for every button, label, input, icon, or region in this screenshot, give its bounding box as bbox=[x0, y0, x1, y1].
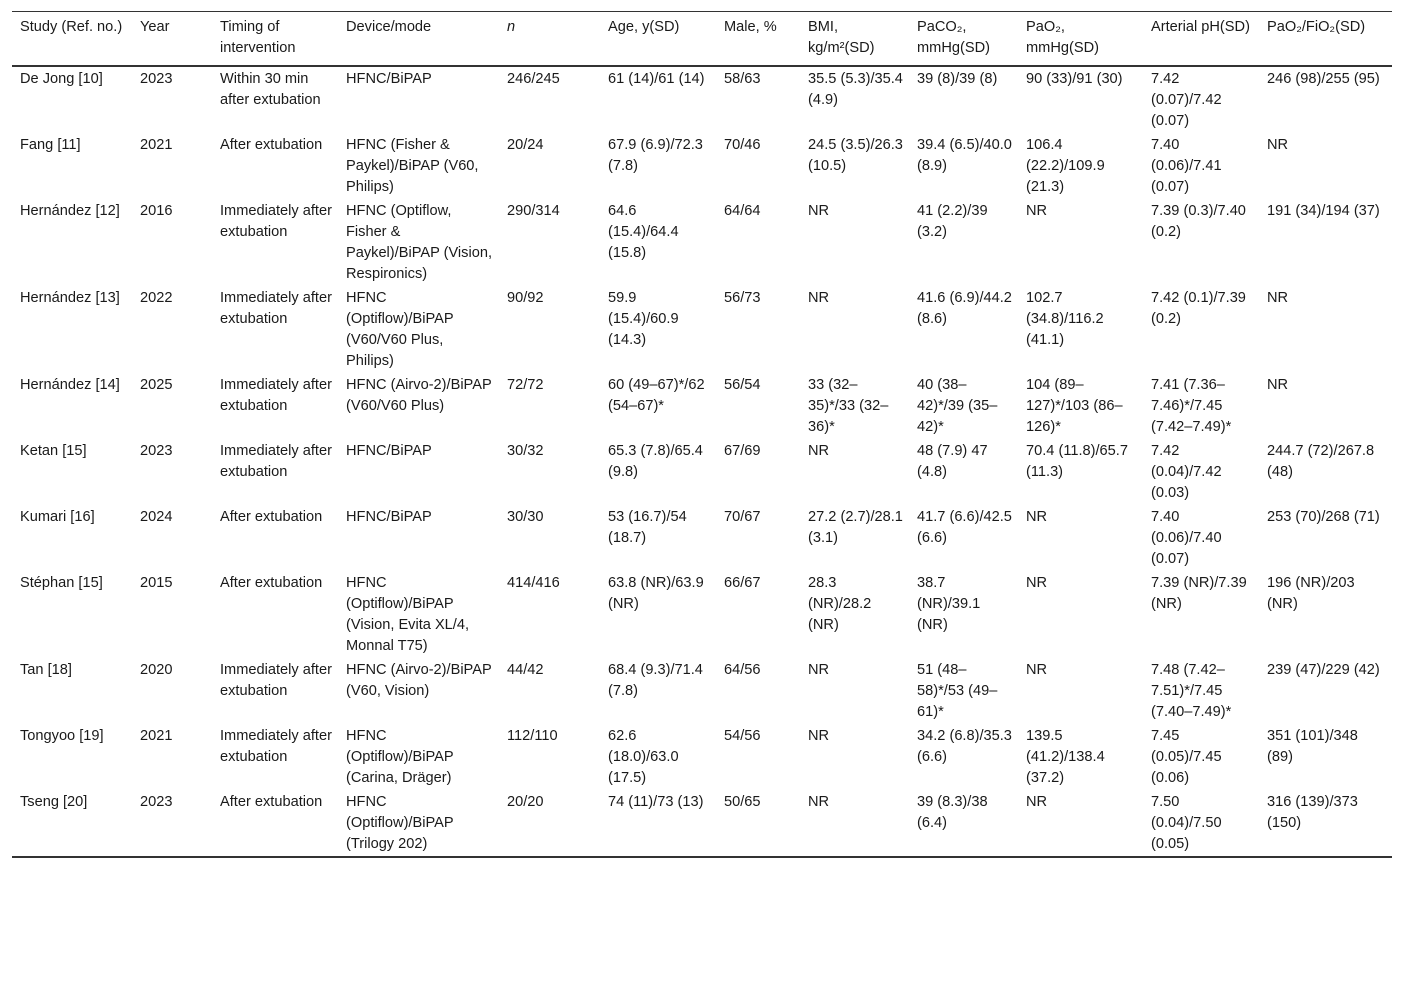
cell-paco2: 41.7 (6.6)/42.5 (6.6) bbox=[917, 509, 1012, 546]
cell-device: HFNC/BiPAP bbox=[346, 71, 432, 87]
cell-ph: 7.42 (0.1)/7.39 (0.2) bbox=[1151, 290, 1246, 327]
cell-pao2: 139.5 (41.2)/138.4 (37.2) bbox=[1026, 728, 1105, 786]
cell-pao2: NR bbox=[1026, 509, 1048, 525]
table-row bbox=[12, 790, 1392, 857]
cell-device: HFNC (Optiflow, Fisher & Paykel)/BiPAP (Vision, Respironics) bbox=[346, 203, 493, 282]
cell-timing: Immediately after extubation bbox=[220, 377, 332, 414]
header-age: Age, y(SD) bbox=[608, 19, 680, 35]
cell-bmi: 28.3 (NR)/28.2 (NR) bbox=[808, 575, 872, 633]
table-body bbox=[12, 66, 1392, 857]
cell-pf-ratio: 196 (NR)/203 (NR) bbox=[1267, 575, 1355, 612]
cell-ph: 7.40 (0.06)/7.40 (0.07) bbox=[1151, 509, 1222, 567]
header-n: n bbox=[507, 19, 516, 35]
cell-paco2: 34.2 (6.8)/35.3 (6.6) bbox=[917, 728, 1012, 765]
cell-male: 67/69 bbox=[724, 443, 761, 459]
cell-male: 70/67 bbox=[724, 509, 761, 525]
cell-n: 20/24 bbox=[507, 137, 544, 153]
cell-pf-ratio: 253 (70)/268 (71) bbox=[1267, 509, 1380, 525]
cell-age: 53 (16.7)/54 (18.7) bbox=[608, 509, 687, 546]
cell-year: 2020 bbox=[140, 662, 173, 678]
table-row bbox=[12, 571, 1392, 658]
cell-male: 64/56 bbox=[724, 662, 761, 678]
cell-age: 59.9 (15.4)/60.9 (14.3) bbox=[608, 290, 679, 348]
cell-bmi: NR bbox=[808, 794, 830, 810]
cell-year: 2023 bbox=[140, 71, 173, 87]
cell-n: 90/92 bbox=[507, 290, 544, 306]
cell-bmi: NR bbox=[808, 662, 830, 678]
cell-device: HFNC (Optiflow)/BiPAP (Vision, Evita XL/4, Monnal T75) bbox=[346, 575, 470, 654]
cell-study: De Jong [10] bbox=[20, 71, 103, 87]
cell-device: HFNC (Airvo-2)/BiPAP (V60, Vision) bbox=[346, 662, 492, 699]
cell-paco2: 39.4 (6.5)/40.0 (8.9) bbox=[917, 137, 1012, 174]
cell-study: Hernández [13] bbox=[20, 290, 120, 306]
table-row bbox=[12, 133, 1392, 199]
cell-age: 62.6 (18.0)/63.0 (17.5) bbox=[608, 728, 679, 786]
cell-pao2: NR bbox=[1026, 575, 1048, 591]
cell-bmi: 33 (32–35)*/33 (32–36)* bbox=[808, 377, 889, 435]
cell-timing: Immediately after extubation bbox=[220, 443, 332, 480]
cell-timing: Immediately after extubation bbox=[220, 203, 332, 240]
cell-age: 61 (14)/61 (14) bbox=[608, 71, 705, 87]
cell-study: Fang [11] bbox=[20, 137, 81, 153]
cell-timing: Immediately after extubation bbox=[220, 728, 332, 765]
cell-pao2: 70.4 (11.8)/65.7 (11.3) bbox=[1026, 443, 1128, 480]
cell-ph: 7.40 (0.06)/7.41 (0.07) bbox=[1151, 137, 1222, 195]
cell-paco2: 39 (8)/39 (8) bbox=[917, 71, 998, 87]
cell-timing: After extubation bbox=[220, 794, 323, 810]
cell-year: 2016 bbox=[140, 203, 173, 219]
study-characteristics-table bbox=[12, 11, 1392, 858]
cell-n: 44/42 bbox=[507, 662, 544, 678]
table-row bbox=[12, 373, 1392, 439]
cell-paco2: 38.7 (NR)/39.1 (NR) bbox=[917, 575, 981, 633]
header-study: Study (Ref. no.) bbox=[20, 19, 123, 35]
cell-study: Hernández [14] bbox=[20, 377, 120, 393]
cell-device: HFNC/BiPAP bbox=[346, 443, 432, 459]
cell-pf-ratio: 246 (98)/255 (95) bbox=[1267, 71, 1380, 87]
cell-n: 414/416 bbox=[507, 575, 560, 591]
cell-year: 2024 bbox=[140, 509, 173, 525]
cell-age: 63.8 (NR)/63.9 (NR) bbox=[608, 575, 704, 612]
cell-pf-ratio: NR bbox=[1267, 137, 1289, 153]
cell-age: 67.9 (6.9)/72.3 (7.8) bbox=[608, 137, 703, 174]
cell-timing: Within 30 min after extubation bbox=[220, 71, 321, 108]
cell-year: 2021 bbox=[140, 728, 173, 744]
cell-male: 70/46 bbox=[724, 137, 761, 153]
cell-pf-ratio: 191 (34)/194 (37) bbox=[1267, 203, 1380, 219]
cell-pf-ratio: 351 (101)/348 (89) bbox=[1267, 728, 1358, 765]
cell-pf-ratio: NR bbox=[1267, 290, 1289, 306]
table-row bbox=[12, 658, 1392, 724]
cell-year: 2015 bbox=[140, 575, 173, 591]
cell-male: 54/56 bbox=[724, 728, 761, 744]
cell-timing: After extubation bbox=[220, 137, 323, 153]
cell-ph: 7.45 (0.05)/7.45 (0.06) bbox=[1151, 728, 1222, 786]
cell-study: Ketan [15] bbox=[20, 443, 87, 459]
cell-paco2: 48 (7.9) 47 (4.8) bbox=[917, 443, 988, 480]
cell-year: 2025 bbox=[140, 377, 173, 393]
cell-male: 64/64 bbox=[724, 203, 761, 219]
cell-ph: 7.42 (0.04)/7.42 (0.03) bbox=[1151, 443, 1222, 501]
header-pao2: PaO₂, mmHg(SD) bbox=[1026, 19, 1099, 56]
table-row bbox=[12, 439, 1392, 505]
header-pf-ratio: PaO₂/FiO₂(SD) bbox=[1267, 19, 1366, 35]
cell-male: 58/63 bbox=[724, 71, 761, 87]
cell-pao2: 106.4 (22.2)/109.9 (21.3) bbox=[1026, 137, 1105, 195]
cell-study: Tongyoo [19] bbox=[20, 728, 104, 744]
cell-pf-ratio: 316 (139)/373 (150) bbox=[1267, 794, 1358, 831]
cell-bmi: 35.5 (5.3)/35.4 (4.9) bbox=[808, 71, 903, 108]
cell-device: HFNC (Fisher & Paykel)/BiPAP (V60, Philips) bbox=[346, 137, 479, 195]
cell-pf-ratio: 239 (47)/229 (42) bbox=[1267, 662, 1380, 678]
table-row bbox=[12, 286, 1392, 373]
cell-paco2: 41 (2.2)/39 (3.2) bbox=[917, 203, 988, 240]
cell-study: Hernández [12] bbox=[20, 203, 120, 219]
cell-timing: Immediately after extubation bbox=[220, 662, 332, 699]
cell-year: 2023 bbox=[140, 443, 173, 459]
cell-pf-ratio: 244.7 (72)/267.8 (48) bbox=[1267, 443, 1375, 480]
cell-timing: After extubation bbox=[220, 509, 323, 525]
header-device: Device/mode bbox=[346, 19, 432, 35]
cell-bmi: NR bbox=[808, 728, 830, 744]
cell-male: 50/65 bbox=[724, 794, 761, 810]
cell-year: 2022 bbox=[140, 290, 173, 306]
table-row bbox=[12, 505, 1392, 571]
cell-year: 2021 bbox=[140, 137, 173, 153]
cell-year: 2023 bbox=[140, 794, 173, 810]
cell-study: Tan [18] bbox=[20, 662, 72, 678]
header-year: Year bbox=[140, 19, 170, 35]
cell-study: Tseng [20] bbox=[20, 794, 88, 810]
cell-ph: 7.50 (0.04)/7.50 (0.05) bbox=[1151, 794, 1222, 852]
cell-bmi: NR bbox=[808, 443, 830, 459]
cell-study: Stéphan [15] bbox=[20, 575, 103, 591]
cell-bmi: NR bbox=[808, 203, 830, 219]
cell-paco2: 39 (8.3)/38 (6.4) bbox=[917, 794, 988, 831]
cell-age: 64.6 (15.4)/64.4 (15.8) bbox=[608, 203, 679, 261]
cell-n: 30/30 bbox=[507, 509, 544, 525]
cell-pf-ratio: NR bbox=[1267, 377, 1289, 393]
table-row bbox=[12, 66, 1392, 133]
cell-device: HFNC/BiPAP bbox=[346, 509, 432, 525]
cell-device: HFNC (Optiflow)/BiPAP (Trilogy 202) bbox=[346, 794, 454, 852]
cell-pao2: 102.7 (34.8)/116.2 (41.1) bbox=[1026, 290, 1104, 348]
cell-ph: 7.39 (NR)/7.39 (NR) bbox=[1151, 575, 1247, 612]
cell-n: 20/20 bbox=[507, 794, 544, 810]
cell-n: 246/245 bbox=[507, 71, 560, 87]
cell-male: 56/54 bbox=[724, 377, 761, 393]
cell-age: 60 (49–67)*/62 (54–67)* bbox=[608, 377, 705, 414]
cell-age: 74 (11)/73 (13) bbox=[608, 794, 704, 810]
table-row bbox=[12, 199, 1392, 286]
cell-pao2: NR bbox=[1026, 203, 1048, 219]
header-male: Male, % bbox=[724, 19, 777, 35]
cell-device: HFNC (Optiflow)/BiPAP (V60/V60 Plus, Philips) bbox=[346, 290, 454, 369]
cell-bmi: 27.2 (2.7)/28.1 (3.1) bbox=[808, 509, 903, 546]
cell-age: 65.3 (7.8)/65.4 (9.8) bbox=[608, 443, 703, 480]
header-bmi: BMI, kg/m²(SD) bbox=[808, 19, 875, 56]
cell-ph: 7.39 (0.3)/7.40 (0.2) bbox=[1151, 203, 1246, 240]
cell-bmi: NR bbox=[808, 290, 830, 306]
cell-timing: After extubation bbox=[220, 575, 323, 591]
cell-bmi: 24.5 (3.5)/26.3 (10.5) bbox=[808, 137, 903, 174]
header-paco2: PaCO₂, mmHg(SD) bbox=[917, 19, 990, 56]
cell-timing: Immediately after extubation bbox=[220, 290, 332, 327]
cell-n: 72/72 bbox=[507, 377, 544, 393]
cell-ph: 7.42 (0.07)/7.42 (0.07) bbox=[1151, 71, 1222, 129]
cell-device: HFNC (Optiflow)/BiPAP (Carina, Dräger) bbox=[346, 728, 454, 786]
cell-ph: 7.48 (7.42–7.51)*/7.45 (7.40–7.49)* bbox=[1151, 662, 1232, 720]
header-timing: Timing of intervention bbox=[220, 19, 296, 56]
table-row bbox=[12, 724, 1392, 790]
cell-n: 290/314 bbox=[507, 203, 560, 219]
cell-device: HFNC (Airvo-2)/BiPAP (V60/V60 Plus) bbox=[346, 377, 492, 414]
cell-paco2: 40 (38–42)*/39 (35–42)* bbox=[917, 377, 998, 435]
cell-paco2: 51 (48–58)*/53 (49–61)* bbox=[917, 662, 998, 720]
cell-pao2: NR bbox=[1026, 794, 1048, 810]
cell-pao2: 90 (33)/91 (30) bbox=[1026, 71, 1123, 87]
cell-n: 30/32 bbox=[507, 443, 544, 459]
cell-ph: 7.41 (7.36–7.46)*/7.45 (7.42–7.49)* bbox=[1151, 377, 1232, 435]
cell-male: 66/67 bbox=[724, 575, 761, 591]
header-row bbox=[12, 12, 1392, 67]
header-ph: Arterial pH(SD) bbox=[1151, 19, 1250, 35]
cell-paco2: 41.6 (6.9)/44.2 (8.6) bbox=[917, 290, 1012, 327]
cell-male: 56/73 bbox=[724, 290, 761, 306]
cell-pao2: 104 (89–127)*/103 (86–126)* bbox=[1026, 377, 1123, 435]
cell-n: 112/110 bbox=[507, 728, 558, 744]
cell-study: Kumari [16] bbox=[20, 509, 95, 525]
cell-age: 68.4 (9.3)/71.4 (7.8) bbox=[608, 662, 703, 699]
cell-pao2: NR bbox=[1026, 662, 1048, 678]
table-container bbox=[12, 11, 1392, 858]
